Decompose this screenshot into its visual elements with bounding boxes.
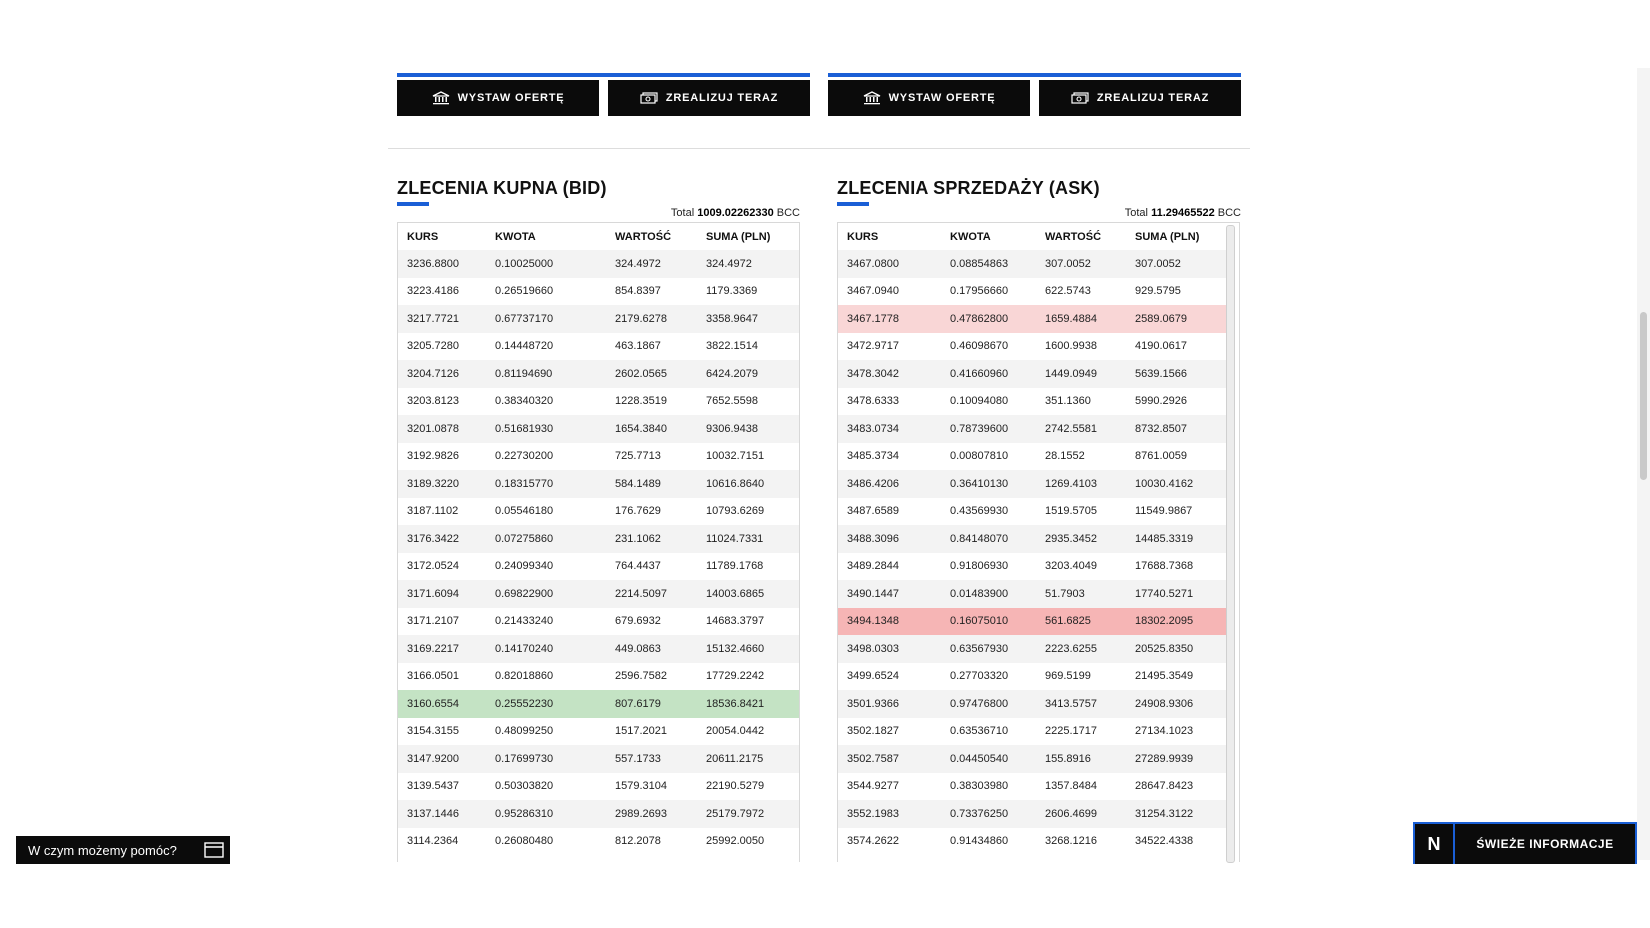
table-row[interactable] <box>398 828 799 856</box>
right-accent-bar <box>828 73 1241 77</box>
table-cell: 807.6179 <box>606 690 697 718</box>
table-cell: 3236.8800 <box>398 250 486 278</box>
table-cell: 351.1360 <box>1036 388 1126 416</box>
table-row[interactable] <box>838 525 1229 553</box>
table-cell: 2602.0565 <box>606 360 697 388</box>
table-cell: 3169.2217 <box>398 635 486 663</box>
table-cell: 5639.1566 <box>1126 360 1229 388</box>
ask-place-offer-button[interactable] <box>828 80 1030 116</box>
table-cell: 11549.9867 <box>1126 498 1229 526</box>
table-row[interactable] <box>398 305 799 333</box>
table-cell: 3223.4186 <box>398 278 486 306</box>
table-row[interactable] <box>398 608 799 636</box>
bid-table-container <box>397 222 800 862</box>
table-row[interactable] <box>398 250 799 278</box>
table-cell: 3192.9826 <box>398 443 486 471</box>
table-cell: 0.24099340 <box>486 553 606 581</box>
table-row[interactable] <box>398 690 799 718</box>
table-cell: 0.36410130 <box>941 470 1036 498</box>
table-row[interactable] <box>398 360 799 388</box>
table-cell: 2596.7582 <box>606 663 697 691</box>
table-cell: 28.1552 <box>1036 443 1126 471</box>
table-row[interactable] <box>838 773 1229 801</box>
table-cell: 0.25552230 <box>486 690 606 718</box>
table-cell: 463.1867 <box>606 333 697 361</box>
table-cell: 3203.4049 <box>1036 553 1126 581</box>
table-cell: 3472.9717 <box>838 333 941 361</box>
table-cell: 3114.2364 <box>398 828 486 856</box>
table-row[interactable] <box>398 470 799 498</box>
table-cell: 0.91434860 <box>941 828 1036 856</box>
table-cell: 854.8397 <box>606 278 697 306</box>
bank-icon <box>863 91 881 105</box>
table-row[interactable] <box>838 278 1229 306</box>
table-cell: 2214.5097 <box>606 580 697 608</box>
table-cell: 0.17956660 <box>941 278 1036 306</box>
ask-table-header <box>838 223 1229 250</box>
table-cell: 3502.7587 <box>838 745 941 773</box>
table-cell: 17688.7368 <box>1126 553 1229 581</box>
table-cell: 27289.9939 <box>1126 745 1229 773</box>
ask-header-cell: KURS <box>847 230 879 243</box>
money-icon <box>1071 91 1089 105</box>
table-cell: 3467.0940 <box>838 278 941 306</box>
table-cell: 10793.6269 <box>697 498 799 526</box>
table-cell: 3172.0524 <box>398 553 486 581</box>
table-cell: 0.38303980 <box>941 773 1036 801</box>
table-row[interactable] <box>838 553 1229 581</box>
table-cell: 324.4972 <box>606 250 697 278</box>
table-cell: 0.00807810 <box>941 443 1036 471</box>
table-row[interactable] <box>398 745 799 773</box>
table-cell: 0.04450540 <box>941 745 1036 773</box>
table-cell: 725.7713 <box>606 443 697 471</box>
table-row[interactable] <box>838 663 1229 691</box>
table-cell: 0.14170240 <box>486 635 606 663</box>
realize-now-label: ZREALIZUJ TERAZ <box>665 92 779 104</box>
table-cell: 14485.3319 <box>1126 525 1229 553</box>
table-row[interactable] <box>838 415 1229 443</box>
table-row[interactable] <box>838 250 1229 278</box>
table-cell: 969.5199 <box>1036 663 1126 691</box>
table-cell: 0.08854863 <box>941 250 1036 278</box>
table-cell: 2935.3452 <box>1036 525 1126 553</box>
table-cell: 1654.3840 <box>606 415 697 443</box>
table-cell: 3413.5757 <box>1036 690 1126 718</box>
ask-title: ZLECENIA SPRZEDAŻY (ASK) <box>837 178 1100 198</box>
ask-table <box>838 223 1229 855</box>
ask-total-label: Total <box>1124 207 1148 219</box>
table-cell: 0.46098670 <box>941 333 1036 361</box>
table-cell: 25992.0050 <box>697 828 799 856</box>
ask-header-cell: KWOTA <box>950 230 991 243</box>
table-cell: 0.50303820 <box>486 773 606 801</box>
table-cell: 0.07275860 <box>486 525 606 553</box>
table-cell: 812.2078 <box>606 828 697 856</box>
table-cell: 27134.1023 <box>1126 718 1229 746</box>
table-cell: 2989.2693 <box>606 800 697 828</box>
table-cell: 0.48099250 <box>486 718 606 746</box>
bid-header-cell: SUMA (PLN) <box>706 230 771 243</box>
table-cell: 3201.0878 <box>398 415 486 443</box>
table-cell: 10030.4162 <box>1126 470 1229 498</box>
table-cell: 3154.3155 <box>398 718 486 746</box>
table-row[interactable] <box>838 608 1229 636</box>
table-cell: 0.81194690 <box>486 360 606 388</box>
table-cell: 34522.4338 <box>1126 828 1229 856</box>
table-cell: 11024.7331 <box>697 525 799 553</box>
money-icon <box>640 91 658 105</box>
table-cell: 0.82018860 <box>486 663 606 691</box>
ask-header-cell: SUMA (PLN) <box>1135 230 1200 243</box>
ask-total-unit: BCC <box>1217 207 1241 219</box>
table-row[interactable] <box>838 305 1229 333</box>
table-cell: 3498.0303 <box>838 635 941 663</box>
table-cell: 0.78739600 <box>941 415 1036 443</box>
table-cell: 1269.4103 <box>1036 470 1126 498</box>
table-cell: 25179.7972 <box>697 800 799 828</box>
table-cell: 0.73376250 <box>941 800 1036 828</box>
table-cell: 3176.3422 <box>398 525 486 553</box>
table-cell: 2589.0679 <box>1126 305 1229 333</box>
bid-header-cell: WARTOŚĆ <box>615 230 672 243</box>
table-cell: 3574.2622 <box>838 828 941 856</box>
table-cell: 2225.1717 <box>1036 718 1126 746</box>
table-cell: 3204.7126 <box>398 360 486 388</box>
bid-table-header <box>398 223 799 250</box>
chat-label: W czym możemy pomóc? <box>28 842 177 858</box>
table-cell: 1228.3519 <box>606 388 697 416</box>
table-cell: 14003.6865 <box>697 580 799 608</box>
table-cell: 3544.9277 <box>838 773 941 801</box>
table-cell: 0.63567930 <box>941 635 1036 663</box>
table-cell: 3489.2844 <box>838 553 941 581</box>
table-cell: 584.1489 <box>606 470 697 498</box>
table-row[interactable] <box>398 635 799 663</box>
table-cell: 1519.5705 <box>1036 498 1126 526</box>
table-cell: 0.18315770 <box>486 470 606 498</box>
table-cell: 0.27703320 <box>941 663 1036 691</box>
table-row[interactable] <box>838 828 1229 856</box>
table-cell: 3552.1983 <box>838 800 941 828</box>
chat-widget[interactable] <box>16 836 230 864</box>
table-cell: 622.5743 <box>1036 278 1126 306</box>
table-cell: 5990.2926 <box>1126 388 1229 416</box>
bid-total-value: 1009.02262330 <box>697 207 774 219</box>
table-cell: 0.01483900 <box>941 580 1036 608</box>
table-cell: 3166.0501 <box>398 663 486 691</box>
table-cell: 0.63536710 <box>941 718 1036 746</box>
table-cell: 20054.0442 <box>697 718 799 746</box>
table-cell: 679.6932 <box>606 608 697 636</box>
table-cell: 0.22730200 <box>486 443 606 471</box>
bid-title: ZLECENIA KUPNA (BID) <box>397 178 607 198</box>
table-cell: 3467.1778 <box>838 305 941 333</box>
ask-title-underline <box>837 202 869 206</box>
table-row[interactable] <box>398 773 799 801</box>
table-cell: 7652.5598 <box>697 388 799 416</box>
news-logo: N <box>1415 824 1455 864</box>
table-cell: 3171.6094 <box>398 580 486 608</box>
table-cell: 3478.6333 <box>838 388 941 416</box>
table-row[interactable] <box>398 415 799 443</box>
table-cell: 0.21433240 <box>486 608 606 636</box>
table-cell: 3490.1447 <box>838 580 941 608</box>
table-cell: 3483.0734 <box>838 415 941 443</box>
table-cell: 0.69822900 <box>486 580 606 608</box>
table-cell: 929.5795 <box>1126 278 1229 306</box>
table-row[interactable] <box>838 690 1229 718</box>
table-cell: 3358.9647 <box>697 305 799 333</box>
table-cell: 176.7629 <box>606 498 697 526</box>
table-cell: 4190.0617 <box>1126 333 1229 361</box>
bid-place-offer-button[interactable] <box>397 80 599 116</box>
table-cell: 0.97476800 <box>941 690 1036 718</box>
table-cell: 2606.4699 <box>1036 800 1126 828</box>
table-cell: 3205.7280 <box>398 333 486 361</box>
table-row[interactable] <box>838 745 1229 773</box>
table-cell: 3268.1216 <box>1036 828 1126 856</box>
ask-table-container <box>837 222 1240 862</box>
table-cell: 3486.4206 <box>838 470 941 498</box>
table-cell: 31254.3122 <box>1126 800 1229 828</box>
table-cell: 0.41660960 <box>941 360 1036 388</box>
ask-total <box>1041 207 1241 219</box>
table-cell: 0.14448720 <box>486 333 606 361</box>
table-cell: 3217.7721 <box>398 305 486 333</box>
table-cell: 3187.1102 <box>398 498 486 526</box>
table-cell: 9306.9438 <box>697 415 799 443</box>
table-row[interactable] <box>398 278 799 306</box>
bid-title-underline <box>397 202 429 206</box>
table-row[interactable] <box>398 800 799 828</box>
table-cell: 3485.3734 <box>838 443 941 471</box>
table-cell: 20611.2175 <box>697 745 799 773</box>
table-cell: 1579.3104 <box>606 773 697 801</box>
table-cell: 8732.8507 <box>1126 415 1229 443</box>
table-row[interactable] <box>838 580 1229 608</box>
place-offer-label: WYSTAW OFERTĘ <box>457 92 565 104</box>
table-cell: 0.16075010 <box>941 608 1036 636</box>
table-cell: 3502.1827 <box>838 718 941 746</box>
ask-header-cell: WARTOŚĆ <box>1045 230 1102 243</box>
bid-realize-now-button[interactable] <box>608 80 810 116</box>
table-cell: 307.0052 <box>1126 250 1229 278</box>
table-row[interactable] <box>838 443 1229 471</box>
table-cell: 1600.9938 <box>1036 333 1126 361</box>
bid-header-cell: KURS <box>407 230 439 243</box>
table-row[interactable] <box>838 360 1229 388</box>
realize-now-label: ZREALIZUJ TERAZ <box>1096 92 1210 104</box>
table-cell: 3137.1446 <box>398 800 486 828</box>
table-row[interactable] <box>838 635 1229 663</box>
page-scrollbar-thumb[interactable] <box>1640 312 1647 480</box>
bid-total-label: Total <box>670 207 695 219</box>
table-cell: 1517.2021 <box>606 718 697 746</box>
table-row[interactable] <box>838 498 1229 526</box>
table-cell: 557.1733 <box>606 745 697 773</box>
table-row[interactable] <box>398 498 799 526</box>
table-cell: 561.6825 <box>1036 608 1126 636</box>
table-cell: 3189.3220 <box>398 470 486 498</box>
table-row[interactable] <box>398 663 799 691</box>
table-row[interactable] <box>398 553 799 581</box>
table-cell: 3478.3042 <box>838 360 941 388</box>
table-cell: 449.0863 <box>606 635 697 663</box>
table-cell: 15132.4660 <box>697 635 799 663</box>
table-cell: 0.95286310 <box>486 800 606 828</box>
ask-table-scrollbar[interactable] <box>1226 225 1235 863</box>
table-cell: 0.47862800 <box>941 305 1036 333</box>
table-cell: 21495.3549 <box>1126 663 1229 691</box>
ask-total-value: 11.29465522 <box>1151 207 1215 219</box>
table-cell: 0.51681930 <box>486 415 606 443</box>
table-cell: 1357.8484 <box>1036 773 1126 801</box>
table-cell: 1449.0949 <box>1036 360 1126 388</box>
table-cell: 3822.1514 <box>697 333 799 361</box>
table-cell: 0.05546180 <box>486 498 606 526</box>
table-cell: 11789.1768 <box>697 553 799 581</box>
table-cell: 3147.9200 <box>398 745 486 773</box>
bid-header-cell: KWOTA <box>495 230 536 243</box>
table-cell: 3171.2107 <box>398 608 486 636</box>
table-cell: 2179.6278 <box>606 305 697 333</box>
table-row[interactable] <box>398 333 799 361</box>
table-cell: 0.43569930 <box>941 498 1036 526</box>
table-cell: 0.10094080 <box>941 388 1036 416</box>
table-cell: 764.4437 <box>606 553 697 581</box>
table-cell: 14683.3797 <box>697 608 799 636</box>
place-offer-label: WYSTAW OFERTĘ <box>888 92 996 104</box>
table-cell: 3494.1348 <box>838 608 941 636</box>
table-cell: 0.38340320 <box>486 388 606 416</box>
section-divider <box>388 148 1250 149</box>
table-cell: 10032.7151 <box>697 443 799 471</box>
table-cell: 0.26519660 <box>486 278 606 306</box>
table-cell: 51.7903 <box>1036 580 1126 608</box>
table-cell: 155.8916 <box>1036 745 1126 773</box>
table-cell: 3139.5437 <box>398 773 486 801</box>
top-strip <box>0 0 1650 68</box>
table-cell: 1659.4884 <box>1036 305 1126 333</box>
table-cell: 20525.8350 <box>1126 635 1229 663</box>
table-cell: 6424.2079 <box>697 360 799 388</box>
table-cell: 0.84148070 <box>941 525 1036 553</box>
table-cell: 3499.6524 <box>838 663 941 691</box>
bid-table <box>398 223 799 855</box>
bank-icon <box>432 91 450 105</box>
table-cell: 18536.8421 <box>697 690 799 718</box>
table-row[interactable] <box>398 718 799 746</box>
table-cell: 17729.2242 <box>697 663 799 691</box>
table-cell: 3487.6589 <box>838 498 941 526</box>
table-cell: 28647.8423 <box>1126 773 1229 801</box>
table-row[interactable] <box>838 800 1229 828</box>
table-cell: 0.67737170 <box>486 305 606 333</box>
table-cell: 307.0052 <box>1036 250 1126 278</box>
table-cell: 2223.6255 <box>1036 635 1126 663</box>
table-cell: 0.26080480 <box>486 828 606 856</box>
table-row[interactable] <box>398 388 799 416</box>
table-cell: 22190.5279 <box>697 773 799 801</box>
table-row[interactable] <box>838 470 1229 498</box>
table-cell: 0.91806930 <box>941 553 1036 581</box>
table-cell: 1179.3369 <box>697 278 799 306</box>
news-label: ŚWIEŻE INFORMACJE <box>1476 837 1614 851</box>
bid-total <box>600 207 800 219</box>
table-row[interactable] <box>398 525 799 553</box>
table-row[interactable] <box>398 580 799 608</box>
table-cell: 24908.9306 <box>1126 690 1229 718</box>
table-cell: 3160.6554 <box>398 690 486 718</box>
table-row[interactable] <box>838 718 1229 746</box>
table-cell: 10616.8640 <box>697 470 799 498</box>
table-cell: 3488.3096 <box>838 525 941 553</box>
table-cell: 17740.5271 <box>1126 580 1229 608</box>
table-row[interactable] <box>838 388 1229 416</box>
table-cell: 3203.8123 <box>398 388 486 416</box>
chat-window-icon <box>204 842 224 858</box>
table-cell: 324.4972 <box>697 250 799 278</box>
table-row[interactable] <box>838 333 1229 361</box>
left-accent-bar <box>397 73 810 77</box>
table-cell: 3501.9366 <box>838 690 941 718</box>
table-cell: 2742.5581 <box>1036 415 1126 443</box>
table-cell: 18302.2095 <box>1126 608 1229 636</box>
table-row[interactable] <box>398 443 799 471</box>
table-cell: 0.17699730 <box>486 745 606 773</box>
table-cell: 3467.0800 <box>838 250 941 278</box>
table-cell: 0.10025000 <box>486 250 606 278</box>
table-cell: 8761.0059 <box>1126 443 1229 471</box>
ask-realize-now-button[interactable] <box>1039 80 1241 116</box>
fresh-news-button[interactable] <box>1413 822 1637 864</box>
table-cell: 231.1062 <box>606 525 697 553</box>
bid-total-unit: BCC <box>776 207 800 219</box>
